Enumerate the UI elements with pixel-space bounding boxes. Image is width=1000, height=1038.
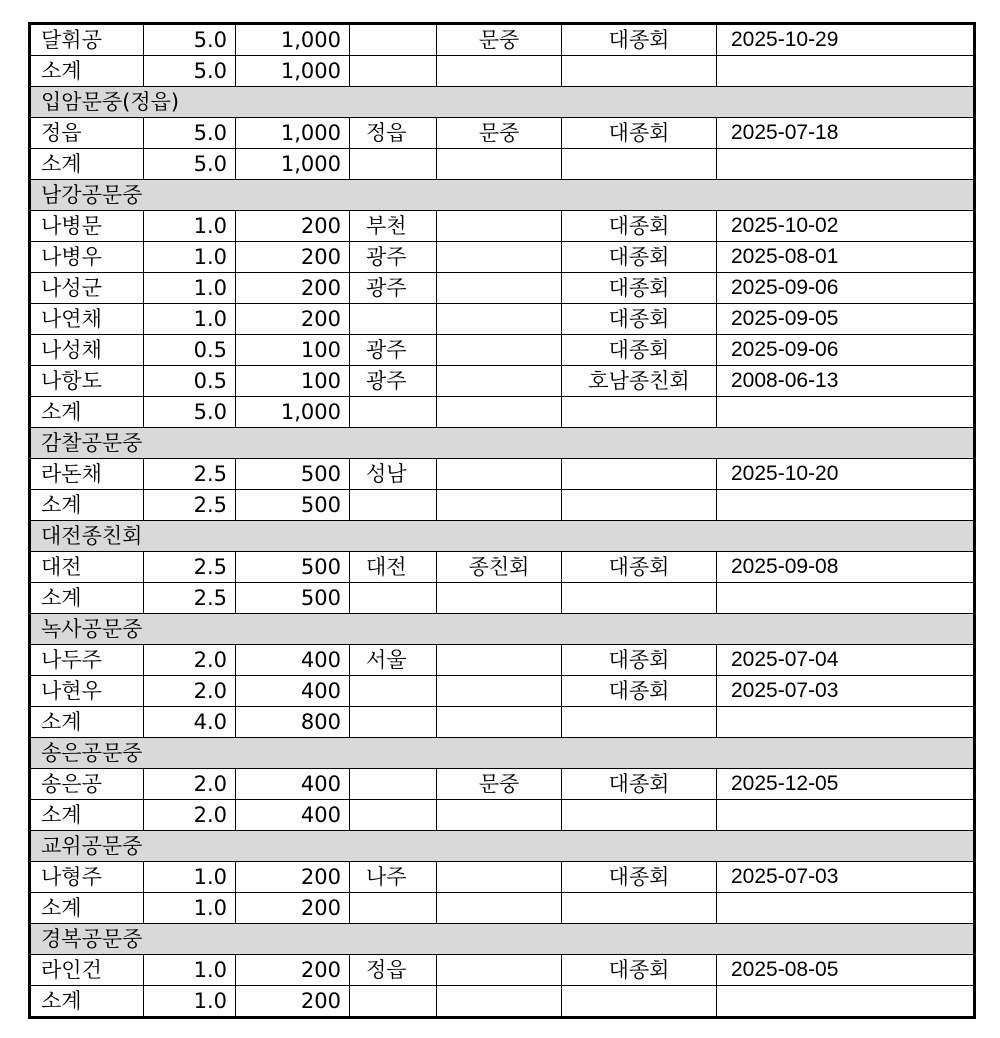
- table-row: [30, 242, 975, 273]
- org-cell: 호남종친회: [562, 366, 717, 397]
- section-header-row: [30, 924, 975, 955]
- empty-cell: [717, 490, 975, 521]
- org-cell: 대종회: [562, 242, 717, 273]
- section-title: 남강공문중: [30, 180, 975, 211]
- type-cell: [437, 645, 562, 676]
- subtotal-label: 소계: [30, 800, 144, 831]
- empty-cell: [437, 986, 562, 1018]
- empty-cell: [717, 56, 975, 87]
- units-cell: 0.5: [144, 366, 236, 397]
- empty-cell: [717, 800, 975, 831]
- date-cell: 2025-10-29: [717, 24, 975, 56]
- units-cell: 2.5: [144, 459, 236, 490]
- subtotal-label: 소계: [30, 583, 144, 614]
- empty-cell: [717, 707, 975, 738]
- table-row: [30, 211, 975, 242]
- region-cell: 서울: [350, 645, 437, 676]
- section-header-row: [30, 87, 975, 118]
- table-row: [30, 335, 975, 366]
- org-cell: 대종회: [562, 862, 717, 893]
- subtotal-units: 2.5: [144, 583, 236, 614]
- name-cell: 나성채: [30, 335, 144, 366]
- section-header-row: [30, 521, 975, 552]
- name-cell: 나현우: [30, 676, 144, 707]
- date-cell: 2025-12-05: [717, 769, 975, 800]
- section-title: 송은공문중: [30, 738, 975, 769]
- empty-cell: [562, 490, 717, 521]
- name-cell: 나항도: [30, 366, 144, 397]
- empty-cell: [350, 397, 437, 428]
- name-cell: 나두주: [30, 645, 144, 676]
- empty-cell: [717, 986, 975, 1018]
- units-cell: 2.0: [144, 769, 236, 800]
- section-title: 감찰공문중: [30, 428, 975, 459]
- region-cell: 광주: [350, 335, 437, 366]
- org-cell: 대종회: [562, 769, 717, 800]
- amount-cell: 200: [236, 304, 350, 335]
- amount-cell: 1,000: [236, 24, 350, 56]
- type-cell: [437, 335, 562, 366]
- subtotal-label: 소계: [30, 56, 144, 87]
- subtotal-label: 소계: [30, 986, 144, 1018]
- subtotal-row: [30, 893, 975, 924]
- amount-cell: 200: [236, 211, 350, 242]
- section-title: 경복공문중: [30, 924, 975, 955]
- org-cell: [562, 459, 717, 490]
- subtotal-amount: 1,000: [236, 397, 350, 428]
- amount-cell: 500: [236, 459, 350, 490]
- region-cell: 광주: [350, 273, 437, 304]
- date-cell: 2025-07-03: [717, 676, 975, 707]
- org-cell: 대종회: [562, 304, 717, 335]
- name-cell: 나병우: [30, 242, 144, 273]
- section-header-row: [30, 428, 975, 459]
- date-cell: 2025-09-06: [717, 335, 975, 366]
- amount-cell: 200: [236, 862, 350, 893]
- subtotal-row: [30, 56, 975, 87]
- name-cell: 나형주: [30, 862, 144, 893]
- units-cell: 2.0: [144, 676, 236, 707]
- name-cell: 달휘공: [30, 24, 144, 56]
- table-row: [30, 304, 975, 335]
- name-cell: 나병문: [30, 211, 144, 242]
- type-cell: [437, 273, 562, 304]
- subtotal-row: [30, 986, 975, 1018]
- subtotal-row: [30, 800, 975, 831]
- name-cell: 나연채: [30, 304, 144, 335]
- empty-cell: [437, 707, 562, 738]
- region-cell: 광주: [350, 242, 437, 273]
- table-row: [30, 862, 975, 893]
- section-title: 입암문중(정읍): [30, 87, 975, 118]
- empty-cell: [437, 56, 562, 87]
- donation-ledger-table: [28, 22, 976, 1019]
- section-header-row: [30, 738, 975, 769]
- region-cell: 부천: [350, 211, 437, 242]
- empty-cell: [562, 800, 717, 831]
- table-row: [30, 676, 975, 707]
- empty-cell: [350, 986, 437, 1018]
- table-row: [30, 24, 975, 56]
- region-cell: 광주: [350, 366, 437, 397]
- amount-cell: 1,000: [236, 118, 350, 149]
- amount-cell: 200: [236, 242, 350, 273]
- subtotal-label: 소계: [30, 490, 144, 521]
- empty-cell: [350, 707, 437, 738]
- section-header-row: [30, 614, 975, 645]
- type-cell: 종친회: [437, 552, 562, 583]
- amount-cell: 100: [236, 335, 350, 366]
- empty-cell: [437, 397, 562, 428]
- units-cell: 2.0: [144, 645, 236, 676]
- type-cell: 문중: [437, 24, 562, 56]
- region-cell: 대전: [350, 552, 437, 583]
- name-cell: 송은공: [30, 769, 144, 800]
- date-cell: 2025-10-20: [717, 459, 975, 490]
- name-cell: 라돈채: [30, 459, 144, 490]
- subtotal-row: [30, 583, 975, 614]
- table-row: [30, 769, 975, 800]
- subtotal-amount: 500: [236, 583, 350, 614]
- empty-cell: [350, 893, 437, 924]
- section-title: 녹사공문중: [30, 614, 975, 645]
- subtotal-units: 1.0: [144, 893, 236, 924]
- subtotal-row: [30, 490, 975, 521]
- org-cell: 대종회: [562, 273, 717, 304]
- subtotal-units: 5.0: [144, 397, 236, 428]
- section-title: 대전종친회: [30, 521, 975, 552]
- empty-cell: [562, 707, 717, 738]
- empty-cell: [350, 583, 437, 614]
- empty-cell: [350, 490, 437, 521]
- org-cell: 대종회: [562, 24, 717, 56]
- units-cell: 0.5: [144, 335, 236, 366]
- type-cell: [437, 459, 562, 490]
- empty-cell: [562, 893, 717, 924]
- type-cell: 문중: [437, 118, 562, 149]
- table-row: [30, 459, 975, 490]
- subtotal-units: 4.0: [144, 707, 236, 738]
- name-cell: 라인건: [30, 955, 144, 986]
- units-cell: 1.0: [144, 242, 236, 273]
- type-cell: [437, 304, 562, 335]
- name-cell: 대전: [30, 552, 144, 583]
- type-cell: [437, 676, 562, 707]
- section-title: 교위공문중: [30, 831, 975, 862]
- org-cell: 대종회: [562, 676, 717, 707]
- subtotal-amount: 200: [236, 986, 350, 1018]
- subtotal-units: 5.0: [144, 149, 236, 180]
- subtotal-label: 소계: [30, 149, 144, 180]
- amount-cell: 100: [236, 366, 350, 397]
- org-cell: 대종회: [562, 118, 717, 149]
- region-cell: 정읍: [350, 118, 437, 149]
- amount-cell: 500: [236, 552, 350, 583]
- date-cell: 2025-08-05: [717, 955, 975, 986]
- amount-cell: 400: [236, 645, 350, 676]
- units-cell: 1.0: [144, 273, 236, 304]
- type-cell: 문중: [437, 769, 562, 800]
- ledger-body: [30, 24, 975, 1018]
- empty-cell: [562, 56, 717, 87]
- region-cell: 성남: [350, 459, 437, 490]
- units-cell: 2.5: [144, 552, 236, 583]
- org-cell: 대종회: [562, 645, 717, 676]
- empty-cell: [562, 397, 717, 428]
- org-cell: 대종회: [562, 955, 717, 986]
- type-cell: [437, 955, 562, 986]
- subtotal-amount: 1,000: [236, 149, 350, 180]
- empty-cell: [437, 149, 562, 180]
- date-cell: 2025-09-06: [717, 273, 975, 304]
- date-cell: 2025-09-08: [717, 552, 975, 583]
- type-cell: [437, 366, 562, 397]
- subtotal-row: [30, 707, 975, 738]
- date-cell: 2025-07-04: [717, 645, 975, 676]
- units-cell: 1.0: [144, 304, 236, 335]
- date-cell: 2008-06-13: [717, 366, 975, 397]
- date-cell: 2025-07-03: [717, 862, 975, 893]
- table-row: [30, 366, 975, 397]
- subtotal-row: [30, 397, 975, 428]
- table-row: [30, 645, 975, 676]
- table-row: [30, 955, 975, 986]
- region-cell: [350, 24, 437, 56]
- subtotal-units: 2.0: [144, 800, 236, 831]
- units-cell: 5.0: [144, 24, 236, 56]
- region-cell: 나주: [350, 862, 437, 893]
- empty-cell: [562, 149, 717, 180]
- amount-cell: 400: [236, 769, 350, 800]
- subtotal-label: 소계: [30, 893, 144, 924]
- units-cell: 1.0: [144, 955, 236, 986]
- date-cell: 2025-10-02: [717, 211, 975, 242]
- units-cell: 1.0: [144, 862, 236, 893]
- org-cell: 대종회: [562, 211, 717, 242]
- subtotal-amount: 400: [236, 800, 350, 831]
- subtotal-units: 1.0: [144, 986, 236, 1018]
- type-cell: [437, 862, 562, 893]
- empty-cell: [717, 893, 975, 924]
- empty-cell: [350, 800, 437, 831]
- empty-cell: [562, 986, 717, 1018]
- date-cell: 2025-08-01: [717, 242, 975, 273]
- subtotal-units: 5.0: [144, 56, 236, 87]
- region-cell: [350, 676, 437, 707]
- org-cell: 대종회: [562, 335, 717, 366]
- type-cell: [437, 211, 562, 242]
- subtotal-label: 소계: [30, 397, 144, 428]
- empty-cell: [350, 56, 437, 87]
- amount-cell: 400: [236, 676, 350, 707]
- amount-cell: 200: [236, 273, 350, 304]
- name-cell: 정읍: [30, 118, 144, 149]
- region-cell: 정읍: [350, 955, 437, 986]
- empty-cell: [717, 149, 975, 180]
- subtotal-label: 소계: [30, 707, 144, 738]
- subtotal-amount: 1,000: [236, 56, 350, 87]
- empty-cell: [562, 583, 717, 614]
- subtotal-row: [30, 149, 975, 180]
- org-cell: 대종회: [562, 552, 717, 583]
- units-cell: 5.0: [144, 118, 236, 149]
- section-header-row: [30, 831, 975, 862]
- empty-cell: [350, 149, 437, 180]
- table-row: [30, 118, 975, 149]
- subtotal-amount: 800: [236, 707, 350, 738]
- name-cell: 나성군: [30, 273, 144, 304]
- empty-cell: [437, 893, 562, 924]
- table-row: [30, 273, 975, 304]
- subtotal-amount: 500: [236, 490, 350, 521]
- date-cell: 2025-09-05: [717, 304, 975, 335]
- amount-cell: 200: [236, 955, 350, 986]
- section-header-row: [30, 180, 975, 211]
- subtotal-units: 2.5: [144, 490, 236, 521]
- empty-cell: [437, 800, 562, 831]
- date-cell: 2025-07-18: [717, 118, 975, 149]
- type-cell: [437, 242, 562, 273]
- empty-cell: [437, 490, 562, 521]
- subtotal-amount: 200: [236, 893, 350, 924]
- region-cell: [350, 304, 437, 335]
- region-cell: [350, 769, 437, 800]
- empty-cell: [437, 583, 562, 614]
- table-row: [30, 552, 975, 583]
- empty-cell: [717, 583, 975, 614]
- empty-cell: [717, 397, 975, 428]
- units-cell: 1.0: [144, 211, 236, 242]
